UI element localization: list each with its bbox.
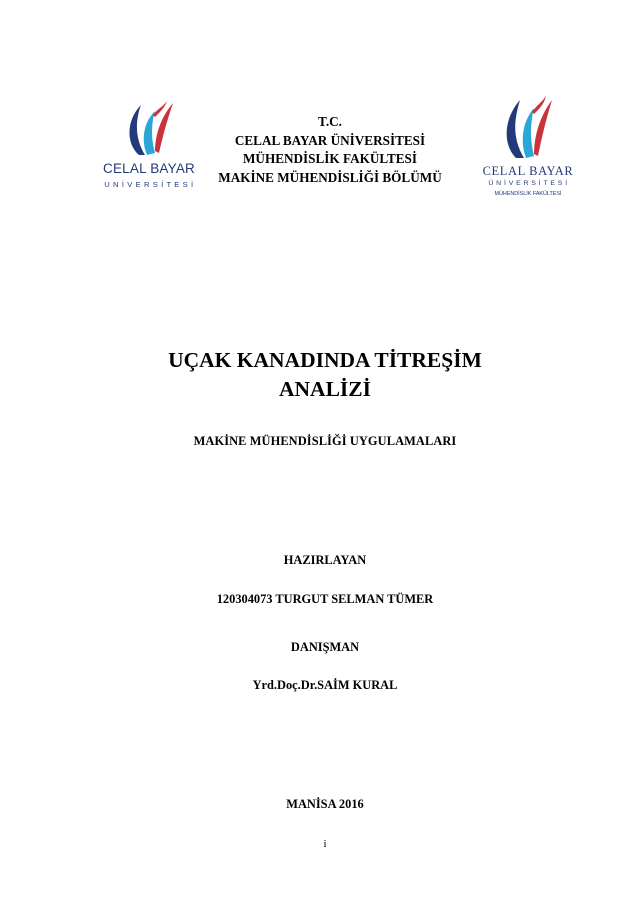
header-line-tc: T.C. (318, 114, 342, 129)
document-subtitle: MAKİNE MÜHENDİSLİĞİ UYGULAMALARI (193, 434, 457, 448)
institution-header (190, 113, 470, 187)
advisor-label: DANIŞMAN (290, 640, 360, 654)
title-line-2: ANALİZİ (279, 377, 371, 401)
prepared-by-name: 120304073 TURGUT SELMAN TÜMER (216, 592, 434, 606)
logo-right-caption: MÜHENDİSLİK FAKÜLTESİ (494, 191, 562, 197)
header-line-department: MAKİNE MÜHENDİSLİĞİ BÖLÜMÜ (218, 169, 442, 185)
header-line-university: CELAL BAYAR ÜNİVERSİTESİ (234, 132, 426, 148)
university-logo-right (478, 92, 578, 200)
advisor-name: Yrd.Doç.Dr.SAİM KURAL (252, 678, 398, 692)
logo-left-subtitle: U N İ V E R S İ T E S İ (104, 180, 194, 189)
logo-right-subtitle: Ü N İ V E R S İ T E S İ (488, 180, 568, 187)
header-line-faculty: MÜHENDİSLİK FAKÜLTESİ (242, 151, 418, 166)
title-line-1: UÇAK KANADINDA TİTREŞİM (168, 348, 482, 372)
logo-right-title: CELAL BAYAR (482, 164, 574, 178)
page-number: i (323, 838, 327, 850)
university-logo-left (95, 97, 203, 205)
prepared-by-label: HAZIRLAYAN (283, 553, 367, 567)
flame-emblem-icon (478, 92, 578, 162)
flame-emblem-icon (95, 97, 203, 159)
logo-left-title: CELAL BAYAR (103, 161, 195, 176)
document-title (60, 346, 590, 404)
place-year: MANİSA 2016 (286, 797, 364, 811)
